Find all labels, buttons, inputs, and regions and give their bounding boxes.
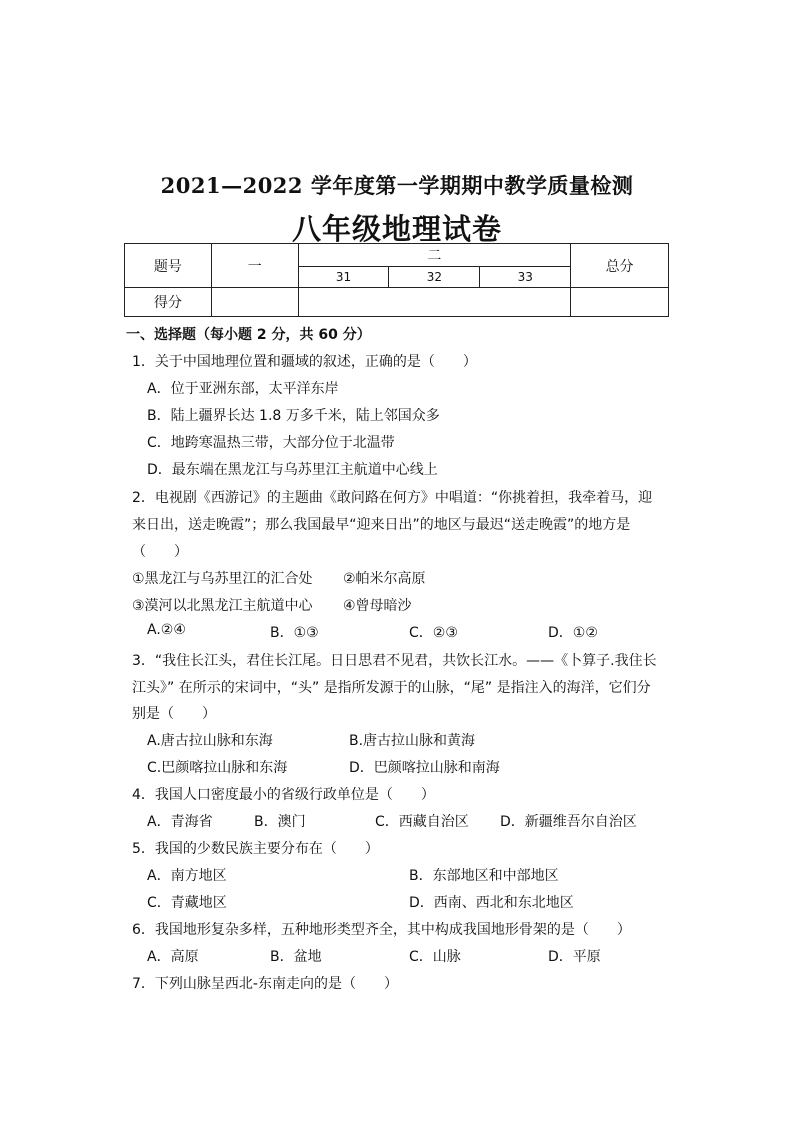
section-heading: 一、选择题（每小题 2 分，共 60 分） xyxy=(126,327,371,343)
cell-sub-31: 31 xyxy=(298,267,389,288)
cell-sub-32: 32 xyxy=(389,267,480,288)
score-table xyxy=(124,243,669,317)
question-1-option-d: D．最东端在黑龙江与乌苏里江主航道中心线上 xyxy=(147,462,438,478)
question-5-option-b: B．东部地区和中部地区 xyxy=(409,868,559,884)
question-3-option-d: D．巴颜喀拉山脉和南海 xyxy=(349,760,500,776)
question-4-option-b: B．澳门 xyxy=(254,814,306,830)
score-blank-total[interactable] xyxy=(571,288,669,317)
question-6-stem: 6．我国地形复杂多样，五种地形类型齐全，其中构成我国地形骨架的是（ ） xyxy=(132,922,631,938)
question-5-stem: 5．我国的少数民族主要分布在（ ） xyxy=(132,841,379,857)
question-3-line-1: 3．“我住长江头，君住长江尾。日日思君不见君，共饮长江水。——《卜算子.我住长 xyxy=(132,653,657,669)
cell-part-two: 二 xyxy=(298,244,570,267)
question-2-item-1: ①黑龙江与乌苏里江的汇合处 xyxy=(132,571,313,587)
exam-title: 2021—2022 学年度第一学期期中教学质量检测 xyxy=(160,173,634,198)
question-2-option-b: B．①③ xyxy=(270,625,319,641)
question-4-stem: 4．我国人口密度最小的省级行政单位是（ ） xyxy=(132,787,435,803)
question-6-option-a: A．高原 xyxy=(147,949,199,965)
question-2-option-d: D．①② xyxy=(548,625,598,641)
question-4-option-a: A．青海省 xyxy=(147,814,213,830)
question-7-stem: 7．下列山脉呈西北-东南走向的是（ ） xyxy=(132,976,398,992)
exam-subtitle: 八年级地理试卷 xyxy=(291,212,502,246)
question-6-option-c: C．山脉 xyxy=(409,949,461,965)
question-2-line-1: 2．电视剧《西游记》的主题曲《敢问路在何方》中唱道：“你挑着担，我牵着马，迎 xyxy=(132,490,653,506)
question-5-option-c: C．青藏地区 xyxy=(147,895,227,911)
cell-total: 总分 xyxy=(571,244,669,288)
cell-tihao: 题号 xyxy=(125,244,212,288)
question-5-option-a: A．南方地区 xyxy=(147,868,227,884)
question-6-option-d: D．平原 xyxy=(548,949,601,965)
question-2-option-c: C．②③ xyxy=(409,625,458,641)
question-2-option-a: A.②④ xyxy=(147,622,186,638)
question-3-option-a: A.唐古拉山脉和东海 xyxy=(147,733,273,749)
question-4-option-d: D．新疆维吾尔自治区 xyxy=(500,814,637,830)
question-2-item-3: ③漠河以北黑龙江主航道中心 xyxy=(132,598,313,614)
question-5-option-d: D．西南、西北和东北地区 xyxy=(409,895,574,911)
question-3-option-b: B.唐古拉山脉和黄海 xyxy=(349,733,476,749)
cell-part-one: 一 xyxy=(211,244,298,288)
question-3-option-c: C.巴颜喀拉山脉和东海 xyxy=(147,760,288,776)
question-2-line-3: （ ） xyxy=(132,544,188,560)
question-2-item-2: ②帕米尔高原 xyxy=(343,571,426,587)
question-1-option-c: C．地跨寒温热三带，大部分位于北温带 xyxy=(147,435,395,451)
question-3-line-3: 别是（ ） xyxy=(132,706,216,722)
question-6-option-b: B．盆地 xyxy=(270,949,322,965)
question-2-item-4: ④曾母暗沙 xyxy=(343,598,412,614)
question-1-stem: 1．关于中国地理位置和疆域的叙述，正确的是（ ） xyxy=(132,354,477,370)
score-blank-two[interactable] xyxy=(298,288,570,317)
question-1-option-a: A．位于亚洲东部，太平洋东岸 xyxy=(147,381,339,397)
question-2-line-2: 来日出，送走晚霞”；那么我国最早“迎来日出”的地区与最迟“送走晚霞”的地方是 xyxy=(132,517,631,533)
question-1-option-b: B．陆上疆界长达 1.8 万多千米，陆上邻国众多 xyxy=(147,408,440,424)
cell-sub-33: 33 xyxy=(480,267,571,288)
cell-defen: 得分 xyxy=(125,288,212,317)
question-3-line-2: 江头》” 在所示的宋词中，“头” 是指所发源于的山脉，“尾” 是指注入的海洋，它们分 xyxy=(132,680,651,696)
question-4-option-c: C．西藏自治区 xyxy=(375,814,469,830)
score-blank-one[interactable] xyxy=(211,288,298,317)
